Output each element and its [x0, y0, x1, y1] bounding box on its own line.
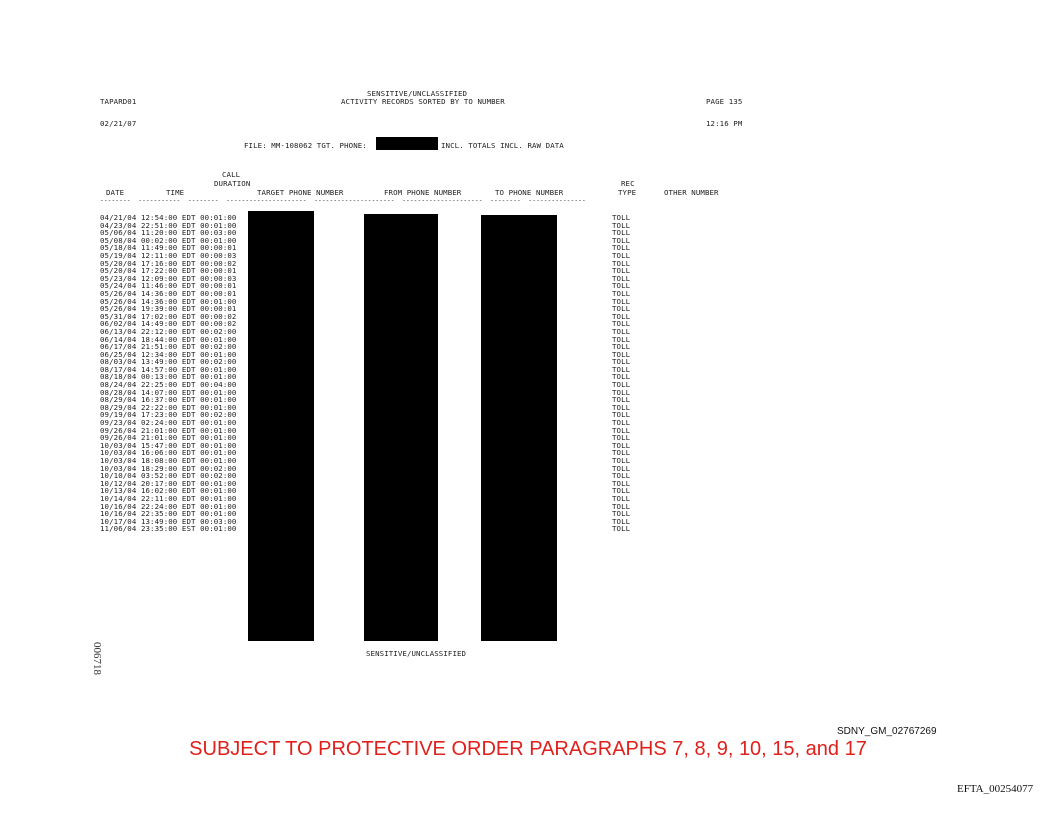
record-rec-type: TOLL [612, 326, 631, 336]
record-row: 09/26/04 21:01:00 EDT 00:01:00 [100, 433, 237, 443]
classification-bottom: SENSITIVE/UNCLASSIFIED [366, 649, 467, 658]
record-row: 06/13/04 22:12:00 EDT 00:02:00 [100, 326, 237, 336]
record-rec-type: TOLL [612, 311, 631, 321]
record-rec-type: TOLL [612, 288, 631, 298]
page-number: PAGE 135 [706, 97, 743, 106]
record-rec-type: TOLL [612, 402, 631, 412]
efta-id: EFTA_00254077 [957, 783, 1034, 795]
record-rec-type: TOLL [612, 266, 631, 276]
record-row: 05/06/04 11:20:00 EDT 00:03:00 [100, 228, 237, 238]
record-row: 08/29/04 22:22:00 EDT 00:01:00 [100, 402, 237, 412]
record-rec-type: TOLL [612, 486, 631, 496]
record-row: 05/23/04 12:09:00 EDT 00:00:03 [100, 273, 237, 283]
record-rec-type: TOLL [612, 220, 631, 230]
record-rec-type: TOLL [612, 509, 631, 519]
record-row: 05/26/04 14:36:00 EDT 00:01:00 [100, 296, 237, 306]
record-row: 10/03/04 16:06:00 EDT 00:01:00 [100, 448, 237, 458]
record-rec-type: TOLL [612, 357, 631, 367]
record-row: 05/19/04 12:11:00 EDT 00:00:03 [100, 250, 237, 260]
record-row: 06/02/04 14:49:00 EDT 00:00:02 [100, 319, 237, 329]
record-rec-type: TOLL [612, 440, 631, 450]
record-rec-type: TOLL [612, 418, 631, 428]
report-date: 02/21/07 [100, 119, 137, 128]
record-row: 10/12/04 20:17:00 EDT 00:01:00 [100, 478, 237, 488]
protective-order-notice: SUBJECT TO PROTECTIVE ORDER PARAGRAPHS 7, 8, 9, 10, 15, and 17 [189, 738, 867, 760]
record-rec-type: TOLL [612, 258, 631, 268]
record-row: 06/17/04 21:51:00 EDT 00:02:00 [100, 342, 237, 352]
record-rec-type: TOLL [612, 478, 631, 488]
record-row: 05/20/04 17:16:00 EDT 00:00:02 [100, 258, 237, 268]
redaction-to-column [481, 215, 557, 641]
record-row: 10/10/04 03:52:00 EDT 00:02:00 [100, 471, 237, 481]
record-rec-type: TOLL [612, 501, 631, 511]
record-rec-type: TOLL [612, 524, 631, 534]
record-row: 05/26/04 14:36:00 EDT 00:00:01 [100, 288, 237, 298]
col-duration-label: DURATION [214, 179, 251, 188]
col-from: FROM PHONE NUMBER [384, 188, 462, 197]
record-rec-type: TOLL [612, 342, 631, 352]
record-row: 10/16/04 22:35:00 EDT 00:01:00 [100, 509, 237, 519]
record-rec-type: TOLL [612, 334, 631, 344]
record-row: 04/23/04 22:51:00 EDT 00:01:00 [100, 220, 237, 230]
file-options: INCL. TOTALS INCL. RAW DATA [441, 141, 564, 150]
record-rec-type: TOLL [612, 243, 631, 253]
records-list [100, 214, 250, 533]
record-row: 10/13/04 16:02:00 EDT 00:01:00 [100, 486, 237, 496]
record-rec-type: TOLL [612, 235, 631, 245]
record-rec-type: TOLL [612, 273, 631, 283]
record-row: 10/17/04 13:49:00 EDT 00:03:00 [100, 516, 237, 526]
redaction-from-column [364, 214, 438, 641]
record-row: 06/14/04 18:44:00 EDT 00:01:00 [100, 334, 237, 344]
record-row: 05/24/04 11:46:00 EDT 00:00:01 [100, 281, 237, 291]
record-row: 06/25/04 12:34:00 EDT 00:01:00 [100, 349, 237, 359]
record-rec-type: TOLL [612, 304, 631, 314]
record-rec-type: TOLL [612, 448, 631, 458]
report-id: TAPARD01 [100, 97, 137, 106]
record-rec-type: TOLL [612, 456, 631, 465]
record-row: 05/31/04 17:02:00 EDT 00:00:02 [100, 311, 237, 321]
record-row: 05/08/04 00:02:00 EDT 00:01:00 [100, 235, 237, 245]
record-row: 05/20/04 17:22:00 EDT 00:00:01 [100, 266, 237, 276]
record-row: 11/06/04 23:35:00 EST 00:01:00 [100, 524, 237, 534]
record-row: 05/26/04 19:39:00 EDT 00:00:01 [100, 304, 237, 314]
record-rec-type: TOLL [612, 410, 631, 420]
record-row: 08/24/04 22:25:00 EDT 00:04:00 [100, 380, 237, 390]
record-row: 08/03/04 13:49:00 EDT 00:02:00 [100, 357, 237, 367]
record-row: 10/03/04 15:47:00 EDT 00:01:00 [100, 440, 237, 450]
record-row: 08/28/04 14:07:00 EDT 00:01:00 [100, 387, 237, 397]
col-date: DATE [106, 188, 125, 197]
record-row: 09/23/04 02:24:00 EDT 00:01:00 [100, 418, 237, 428]
report-title: ACTIVITY RECORDS SORTED BY TO NUMBER [341, 97, 505, 106]
record-rec-type: TOLL [612, 493, 631, 503]
col-time: TIME [166, 188, 185, 197]
record-rec-type: TOLL [612, 296, 631, 306]
record-rec-type: TOLL [612, 387, 631, 397]
redaction-target-column [248, 211, 314, 641]
col-rec-type: TYPE [618, 188, 637, 197]
record-rec-type: TOLL [612, 516, 631, 526]
redaction-target-phone [376, 137, 438, 150]
record-row: 05/18/04 11:49:00 EDT 00:00:01 [100, 243, 237, 253]
record-row: 04/21/04 12:54:00 EDT 00:01:00 [100, 213, 237, 222]
col-other: OTHER NUMBER [664, 188, 719, 197]
col-rec-label: REC [621, 179, 635, 188]
sdny-bates-id: SDNY_GM_02767269 [837, 726, 937, 737]
record-rec-type: TOLL [612, 463, 631, 473]
record-rec-type: TOLL [612, 228, 631, 238]
record-rec-type: TOLL [612, 319, 631, 329]
col-target: TARGET PHONE NUMBER [257, 188, 344, 197]
record-rec-type: TOLL [612, 471, 631, 481]
record-rec-type: TOLL [612, 250, 631, 260]
file-label: FILE: MM-108062 TGT. PHONE: [244, 141, 367, 150]
record-row: 10/03/04 18:29:00 EDT 00:02:00 [100, 463, 237, 473]
col-to: TO PHONE NUMBER [495, 188, 564, 197]
report-time: 12:16 PM [706, 119, 743, 128]
record-rec-type: TOLL [612, 395, 631, 405]
record-rec-type: TOLL [612, 372, 631, 382]
record-rec-type: TOLL [612, 349, 631, 359]
record-row: 08/18/04 00:13:00 EDT 00:01:00 [100, 372, 237, 382]
classification-top: SENSITIVE/UNCLASSIFIED [367, 89, 468, 98]
record-rec-type: TOLL [612, 425, 631, 435]
record-rec-type: TOLL [612, 281, 631, 291]
record-row: 08/29/04 16:37:00 EDT 00:01:00 [100, 395, 237, 405]
record-row: 08/17/04 14:57:00 EDT 00:01:00 [100, 364, 237, 374]
header-rule: -------- ----------- -------- --------------------- --------------------- --------------------- -------- --------------- [100, 197, 586, 204]
record-row: 10/14/04 22:11:00 EDT 00:01:00 [100, 493, 237, 503]
record-rec-type: TOLL [612, 213, 631, 222]
record-rec-type: TOLL [612, 380, 631, 390]
record-rec-type: TOLL [612, 433, 631, 443]
rec-type-column [612, 214, 630, 533]
record-row: 10/16/04 22:24:00 EDT 00:01:00 [100, 501, 237, 511]
record-row: 09/26/04 21:01:00 EDT 00:01:00 [100, 425, 237, 435]
record-row: 10/03/04 18:08:00 EDT 00:01:00 [100, 456, 237, 465]
col-call-label: CALL [222, 170, 241, 179]
record-row: 09/19/04 17:23:00 EDT 00:02:00 [100, 410, 237, 420]
bates-side-number: 006718 [91, 642, 103, 675]
record-rec-type: TOLL [612, 364, 631, 374]
